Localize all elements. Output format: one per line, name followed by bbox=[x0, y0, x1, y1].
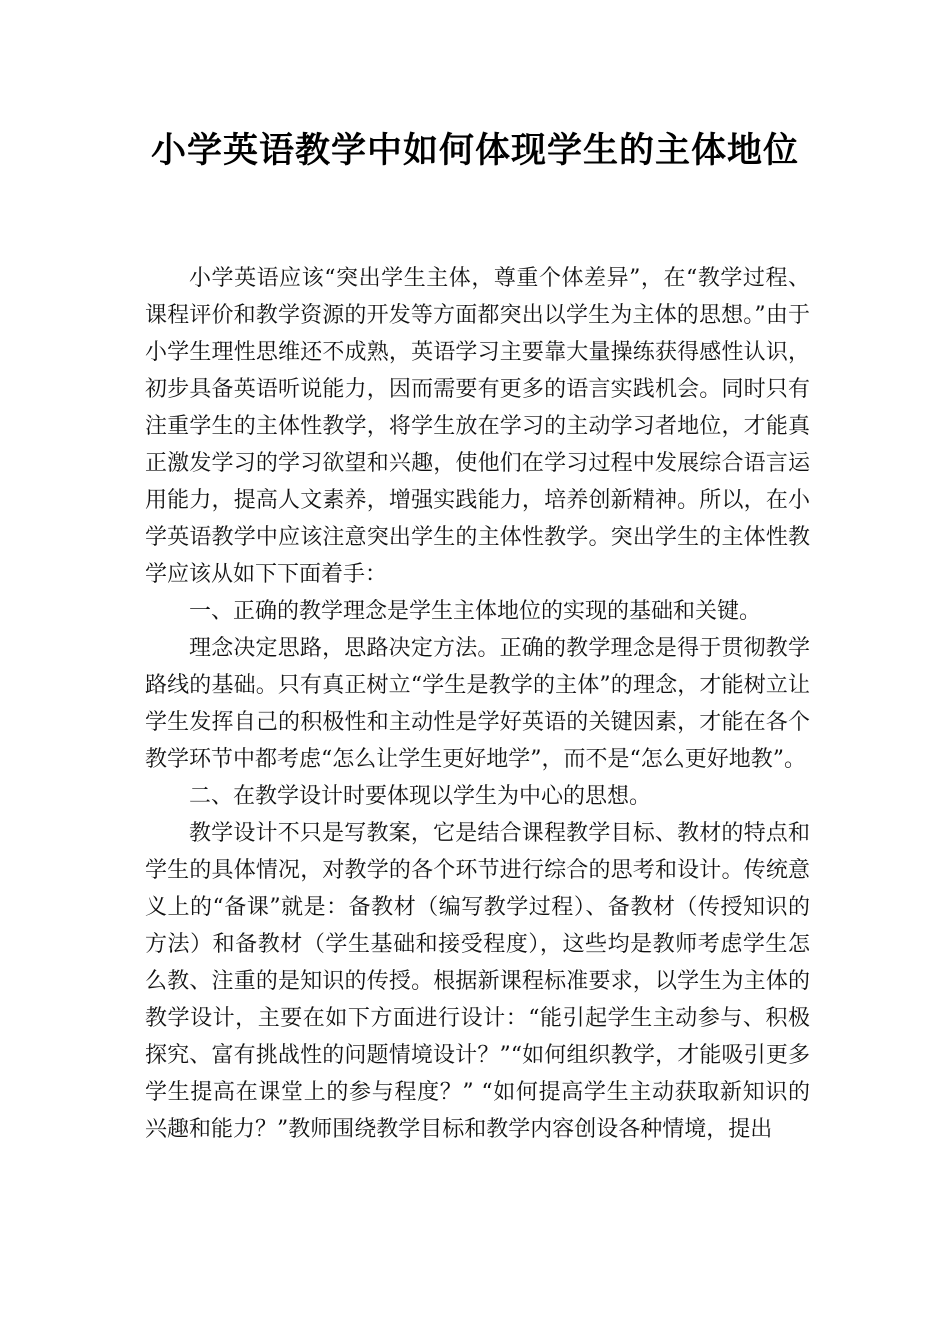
paragraph-section-1: 理念决定思路，思路决定方法。正确的教学理念是得于贯彻教学路线的基础。只有真正树立“学生是教学的主体”的理念，才能树立让学生发挥自己的积极性和主动性是学好英语的关键因素，才能在各个教学环节中都考虑“怎么让学生更好地学”，而不是“怎么更好地教”。 bbox=[145, 636, 810, 772]
paragraph-intro: 小学英语应该“突出学生主体，尊重个体差异”，在“教学过程、课程评价和教学资源的开发等方面都突出以学生为主体的思想。”由于小学生理性思维还不成熟，英语学习主要靠大量操练获得感性认识，初步具备英语听说能力，因而需要有更多的语言实践机会。同时只有注重学生的主体性教学，将学生放在学习的主动学习者地位，才能真正激发学习的学习欲望和兴趣，使他们在学习过程中发展综合语言运用能力，提高人文素养，增强实践能力，培养创新精神。所以，在小学英语教学中应该注意突出学生的主体性教学。突出学生的主体性教学应该从如下下面着手： bbox=[145, 266, 810, 587]
page-title: 小学英语教学中如何体现学生的主体地位 bbox=[150, 131, 799, 171]
paragraph-section-2: 教学设计不只是写教案，它是结合课程教学目标、教材的特点和学生的具体情况，对教学的各个环节进行综合的思考和设计。传统意义上的“备课”就是：备教材（编写教学过程）、备教材（传授知识的方法）和备教材（学生基础和接受程度），这些均是教师考虑学生怎么教、注重的是知识的传授。根据新课程标准要求，以学生为主体的教学设计，主要在如下方面进行设计：“能引起学生主动参与、积极探究、富有挑战性的问题情境设计？”“如何组织教学，才能吸引更多学生提高在课堂上的参与程度？” “如何提高学生主动获取新知识的兴趣和能力？”教师围绕教学目标和教学内容创设各种情境，提出 bbox=[145, 821, 810, 1142]
section-heading-2: 二、在教学设计时要体现以学生为中心的思想。 bbox=[189, 784, 652, 809]
section-heading-1: 一、正确的教学理念是学生主体地位的实现的基础和关键。 bbox=[189, 599, 762, 624]
document-body bbox=[145, 260, 810, 1148]
